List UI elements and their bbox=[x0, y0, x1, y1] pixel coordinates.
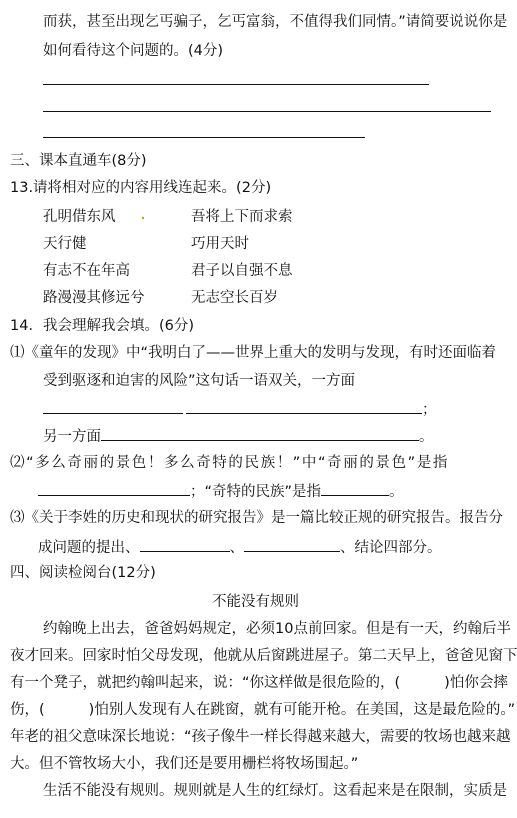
other-side-label: 另一方面 bbox=[43, 429, 101, 445]
story-line-4-head: 伤，( bbox=[10, 702, 45, 718]
story-line-2: 夜才回来。回家时怕父母发现，他就从后窗跳进屋子。第二天早上，爸爸见窗下 bbox=[10, 648, 517, 664]
fill-blank[interactable] bbox=[140, 536, 230, 552]
stray-dot bbox=[142, 217, 144, 219]
story-title: 不能没有规则 bbox=[212, 594, 299, 610]
q14-prompt: 14．我会理解我会填。(6分) bbox=[10, 318, 194, 334]
match-right-4[interactable]: 无志空长百岁 bbox=[191, 290, 278, 306]
q12-line-1: 而获，甚至出现乞丐骗子，乞丐富翁，不值得我们同情。”请简要说说你是 bbox=[43, 14, 508, 30]
fill-blank[interactable] bbox=[321, 480, 389, 496]
match-left-2[interactable]: 天行健 bbox=[43, 236, 87, 252]
fill-blank[interactable] bbox=[38, 480, 190, 496]
fill-blank[interactable] bbox=[43, 398, 183, 414]
fill-blank[interactable] bbox=[186, 398, 422, 414]
story-line-6: 大。但不管牧场大小，我们还是要用栅栏将牧场围起。” bbox=[10, 756, 359, 772]
answer-line-2[interactable] bbox=[43, 111, 491, 112]
item2-end: 。 bbox=[389, 484, 404, 500]
section-4-title: 四、阅读检阅台(12分) bbox=[10, 565, 156, 581]
match-left-4[interactable]: 路漫漫其修远兮 bbox=[43, 290, 145, 306]
story-line-1: 约翰晚上出去，爸爸妈妈规定，必须10点前回家。但是有一天，约翰后半 bbox=[43, 621, 511, 637]
fill-blank[interactable] bbox=[244, 536, 340, 552]
answer-line-3[interactable] bbox=[43, 137, 365, 138]
item3-start: 成问题的提出、 bbox=[38, 540, 140, 556]
story-line-4 bbox=[10, 700, 515, 720]
period: 。 bbox=[419, 429, 434, 445]
match-right-1[interactable]: 吾将上下而求索 bbox=[191, 209, 293, 225]
q14-item1-line2: 受到驱逐和迫害的风险”这句话一语双关，一方面 bbox=[43, 373, 356, 389]
item3-sep: 、 bbox=[229, 540, 244, 556]
item2-mid: ；“奇特的民族”是指 bbox=[190, 484, 322, 500]
match-right-2[interactable]: 巧用天时 bbox=[191, 236, 249, 252]
match-right-3[interactable]: 君子以自强不息 bbox=[191, 263, 293, 279]
story-line-3-tail: )怕你会摔 bbox=[444, 675, 508, 691]
q14-item1-other bbox=[43, 425, 434, 447]
story-line-4-text: )怕别人发现有人在跳窗，就有可能开枪。在美国，这是最危险的。” bbox=[88, 702, 516, 718]
story-line-5: 年老的祖父意味深长地说：“孩子像牛一样长得越来越大，需要的牧场也越来越 bbox=[10, 729, 511, 745]
answer-line-1[interactable] bbox=[43, 84, 429, 85]
q14-item3-line1: ⑶《关于李姓的历史和现状的研究报告》是一篇比较正规的研究报告。报告分 bbox=[10, 510, 503, 526]
match-left-3[interactable]: 有志不在年高 bbox=[43, 263, 130, 279]
section-3-title: 三、课本直通车(8分) bbox=[10, 153, 147, 169]
story-line-3 bbox=[10, 673, 508, 693]
story-line-3-text: 有一个凳子，就把约翰叫起来，说：“你这样做是很危险的，( bbox=[10, 675, 401, 691]
fill-blank[interactable] bbox=[101, 425, 419, 441]
q14-item2-blanks bbox=[38, 480, 404, 502]
q14-item1-line1: ⑴《童年的发现》中“我明白了——世界上重大的发明与发现，有时还面临着 bbox=[10, 345, 497, 361]
match-left-1[interactable]: 孔明借东风 bbox=[43, 209, 116, 225]
q12-line-2: 如何看待这个问题的。(4分) bbox=[43, 43, 224, 59]
q14-item3-blanks bbox=[38, 536, 442, 558]
semicolon: ； bbox=[422, 402, 437, 418]
q14-item2-line1: ⑵“多么奇丽的景色！多么奇特的民族！”中“奇丽的景色”是指 bbox=[10, 455, 449, 471]
item3-end: 、结论四部分。 bbox=[340, 540, 442, 556]
story-line-7: 生活不能没有规则。规则就是人生的红绿灯。这看起来是在限制，实质是 bbox=[43, 783, 507, 799]
q14-item1-blanks bbox=[43, 398, 437, 420]
q13-prompt: 13.请将相对应的内容用线连起来。(2分) bbox=[10, 180, 272, 196]
